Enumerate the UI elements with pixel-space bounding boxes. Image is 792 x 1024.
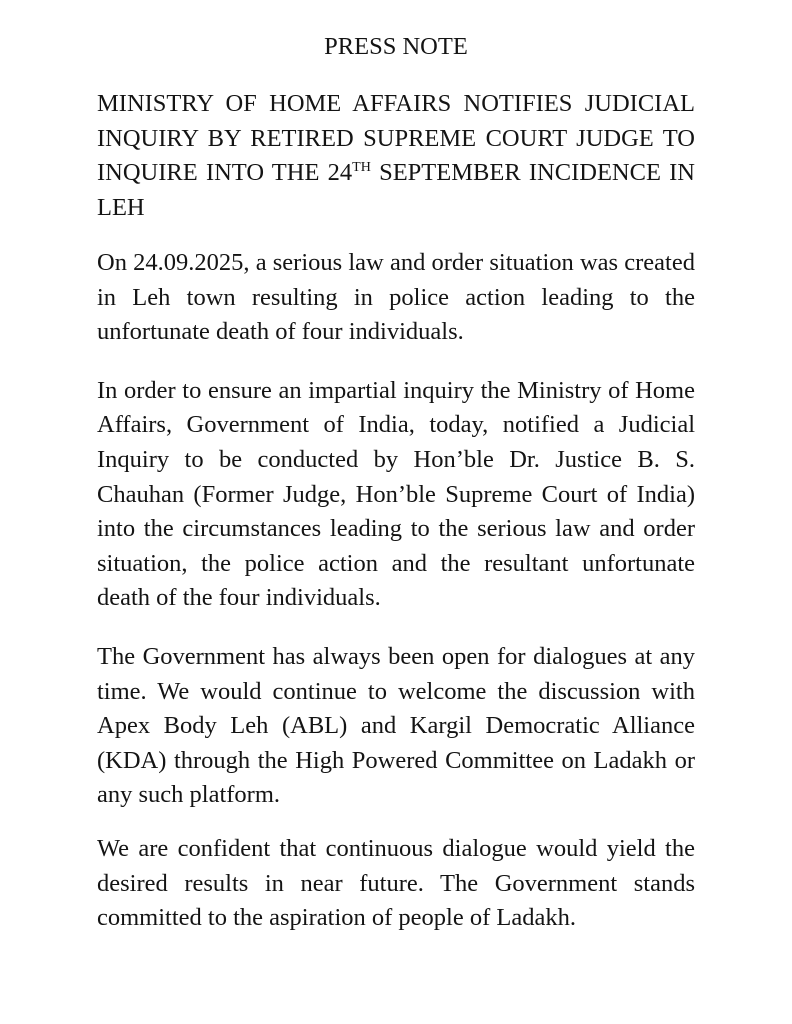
document-title: PRESS NOTE [324,33,468,60]
paragraph-incident: On 24.09.2025, a serious law and order situation was created in Leh town resulting in police action leading to the unfortunate death of four individuals. [97,249,695,346]
press-note-page [97,30,695,960]
paragraph-commitment: We are confident that continuous dialogue would yield the desired results in near future. The Government stands committed to the aspiration of people of Ladakh. [97,834,695,932]
headline-tail: SEPTEMBER INCIDENCE IN LEH [97,159,695,221]
headline-superscript: TH [352,160,371,175]
paragraph-inquiry: In order to ensure an impartial inquiry the Ministry of Home Affairs, Government of India, today, notified a Judicial Inquiry to be conducted by Hon’ble Dr. Justice B. S. Chauhan (Former Judge, Hon’ble Supreme Court of India) into the circumstances leading to the serious law and order situation, the police action and the resultant unfortunate death of the four individuals. [97,376,695,612]
paragraph-dialogue: The Government has always been open for dialogues at any time. We would continue to welcome the discussion with Apex Body Leh (ABL) and Kargil Democratic Alliance (KDA) through the High Powered Committee on Ladakh or any such platform. [97,642,695,809]
headline [97,87,695,225]
headline-text: MINISTRY OF HOME AFFAIRS NOTIFIES JUDICIAL INQUIRY BY RETIRED SUPREME COURT JUDGE TO INQUIRE INTO THE 24 [97,90,695,186]
